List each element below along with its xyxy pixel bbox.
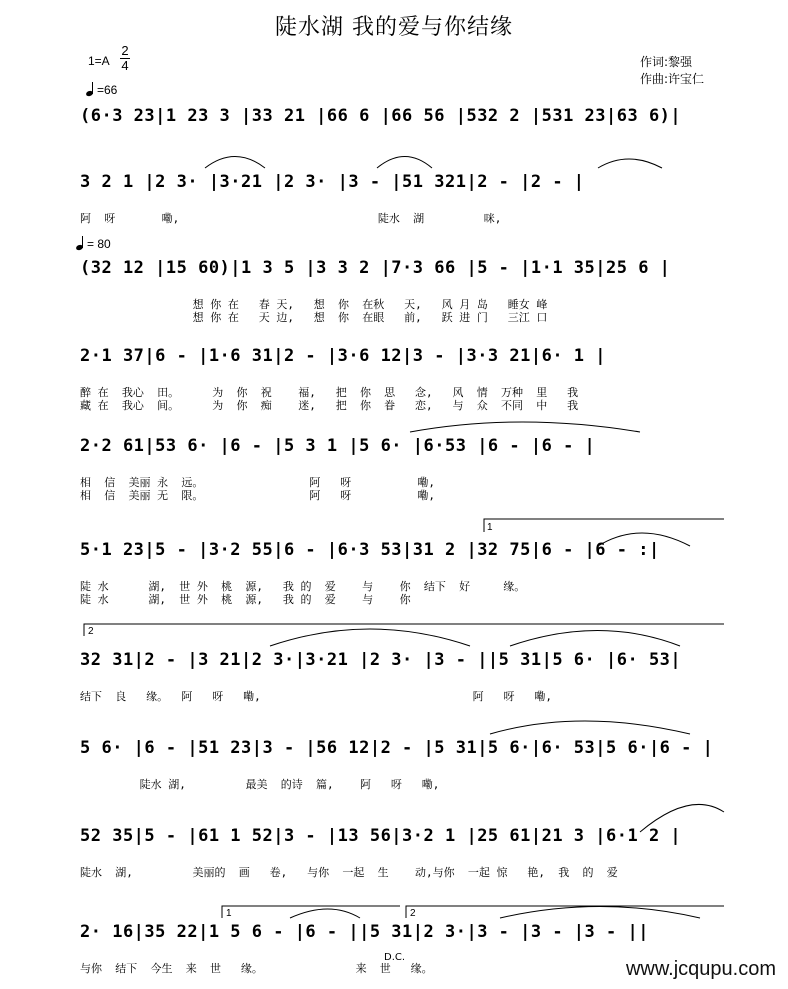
volta-1b-bracket bbox=[222, 906, 400, 918]
music-line-9: 52 35|5 - |61 1 52|3 - |13 56|3·2 1 |25 61|21 3 |6·1 2 | bbox=[80, 826, 682, 846]
lyric-line-3b: 想 你 在 天 边, 想 你 在眼 前, 跃 进 门 三江 口 bbox=[80, 311, 548, 324]
music-line-8: 5 6· |6 - |51 23|3 - |56 12|2 - |5 31|5 6·|6· 53|5 6·|6 - | bbox=[80, 738, 714, 758]
volta-2b-number: 2 bbox=[410, 908, 416, 919]
slur bbox=[377, 157, 432, 169]
volta-1b-number: 1 bbox=[226, 908, 232, 919]
volta-1-bracket bbox=[484, 519, 724, 532]
lyric-line-6a: 陡 水 湖, 世 外 桃 源, 我 的 爱 与 你 结下 好 缘。 bbox=[80, 580, 526, 593]
slur bbox=[270, 629, 470, 646]
slur bbox=[598, 159, 662, 168]
tempo-1-value: =66 bbox=[97, 83, 118, 97]
dc-marking: D.C. bbox=[384, 952, 406, 963]
music-line-3: (32 12 |15 60)|1 3 5 |3 3 2 |7·3 66 |5 - |1·1 35|25 6 | bbox=[80, 258, 671, 278]
composer-credit: 作曲:许宝仁 bbox=[640, 72, 705, 86]
lyric-line-10: 与你 结下 今生 来 世 缘。 来 世 缘。 bbox=[80, 962, 433, 975]
lyric-line-4a: 醉 在 我心 田。 为 你 祝 福, 把 你 思 念, 风 情 万种 里 我 bbox=[80, 386, 579, 399]
slur bbox=[410, 422, 640, 432]
music-line-7: 32 31|2 - |3 21|2 3·|3·21 |2 3· |3 - ||5 31|5 6· |6· 53| bbox=[80, 650, 682, 670]
music-line-4: 2·1 37|6 - |1·6 31|2 - |3·6 12|3 - |3·3 21|6· 1 | bbox=[80, 346, 607, 366]
lyric-line-3a: 想 你 在 春 天, 想 你 在秋 天, 风 月 岛 睡女 峰 bbox=[80, 298, 548, 311]
quarter-note-icon bbox=[76, 236, 85, 250]
lyricist-credit: 作词:黎强 bbox=[640, 55, 693, 69]
lyric-line-6b: 陡 水 湖, 世 外 桃 源, 我 的 爱 与 你 bbox=[80, 593, 411, 606]
music-line-10: 2· 16|35 22|1 5 6 - |6 - ||5 31|2 3·|3 - |3 - |3 - || bbox=[80, 922, 649, 942]
quarter-note-icon bbox=[86, 82, 95, 96]
lyric-line-5b: 相 信 美丽 无 限。 阿 呀 嘞, bbox=[80, 489, 436, 502]
time-signature-top: 2 bbox=[121, 43, 129, 58]
lyric-line-2: 阿 呀 嘞, 陡水 湖 咪, bbox=[80, 212, 502, 225]
slur bbox=[290, 909, 360, 918]
tempo-2-value: = 80 bbox=[87, 237, 111, 251]
slur bbox=[500, 907, 700, 919]
time-signature-bottom: 4 bbox=[121, 58, 129, 73]
site-watermark: www.jcqupu.com bbox=[625, 958, 776, 980]
time-signature bbox=[120, 44, 130, 73]
lyric-line-9: 陡水 湖, 美丽的 画 卷, 与你 一起 生 动,与你 一起 惊 艳, 我 的 爱 bbox=[80, 866, 618, 879]
lyric-line-4b: 藏 在 我心 间。 为 你 痴 迷, 把 你 眷 恋, 与 众 不同 中 我 bbox=[80, 399, 579, 412]
music-line-6: 5·1 23|5 - |3·2 55|6 - |6·3 53|31 2 |32 75|6 - |6 - :| bbox=[80, 540, 660, 560]
lyric-line-8: 陡水 湖, 最美 的诗 篇, 阿 呀 嘞, bbox=[80, 778, 440, 791]
volta-2-number: 2 bbox=[88, 626, 94, 637]
key-signature: 1=A bbox=[88, 54, 110, 68]
slur bbox=[205, 157, 265, 169]
tempo-marking-2 bbox=[76, 236, 111, 251]
volta-2b-bracket bbox=[406, 906, 724, 918]
music-line-5: 2·2 61|53 6· |6 - |5 3 1 |5 6· |6·53 |6 - |6 - | bbox=[80, 436, 596, 456]
slur bbox=[510, 631, 680, 647]
music-line-1: (6·3 23|1 23 3 |33 21 |66 6 |66 56 |532 2 |531 23|63 6)| bbox=[80, 106, 682, 126]
volta-1-number: 1 bbox=[487, 522, 493, 533]
volta-2-bracket bbox=[84, 624, 724, 636]
music-line-2: 3 2 1 |2 3· |3·21 |2 3· |3 - |51 321|2 - |2 - | bbox=[80, 172, 585, 192]
tempo-marking-1 bbox=[86, 82, 117, 97]
score-title: 陡水湖 我的爱与你结缘 bbox=[275, 15, 513, 40]
slur bbox=[490, 721, 690, 734]
lyric-line-5a: 相 信 美丽 永 远。 阿 呀 嘞, bbox=[80, 476, 436, 489]
lyric-line-7: 结下 良 缘。 阿 呀 嘞, 阿 呀 嘞, bbox=[80, 690, 552, 703]
